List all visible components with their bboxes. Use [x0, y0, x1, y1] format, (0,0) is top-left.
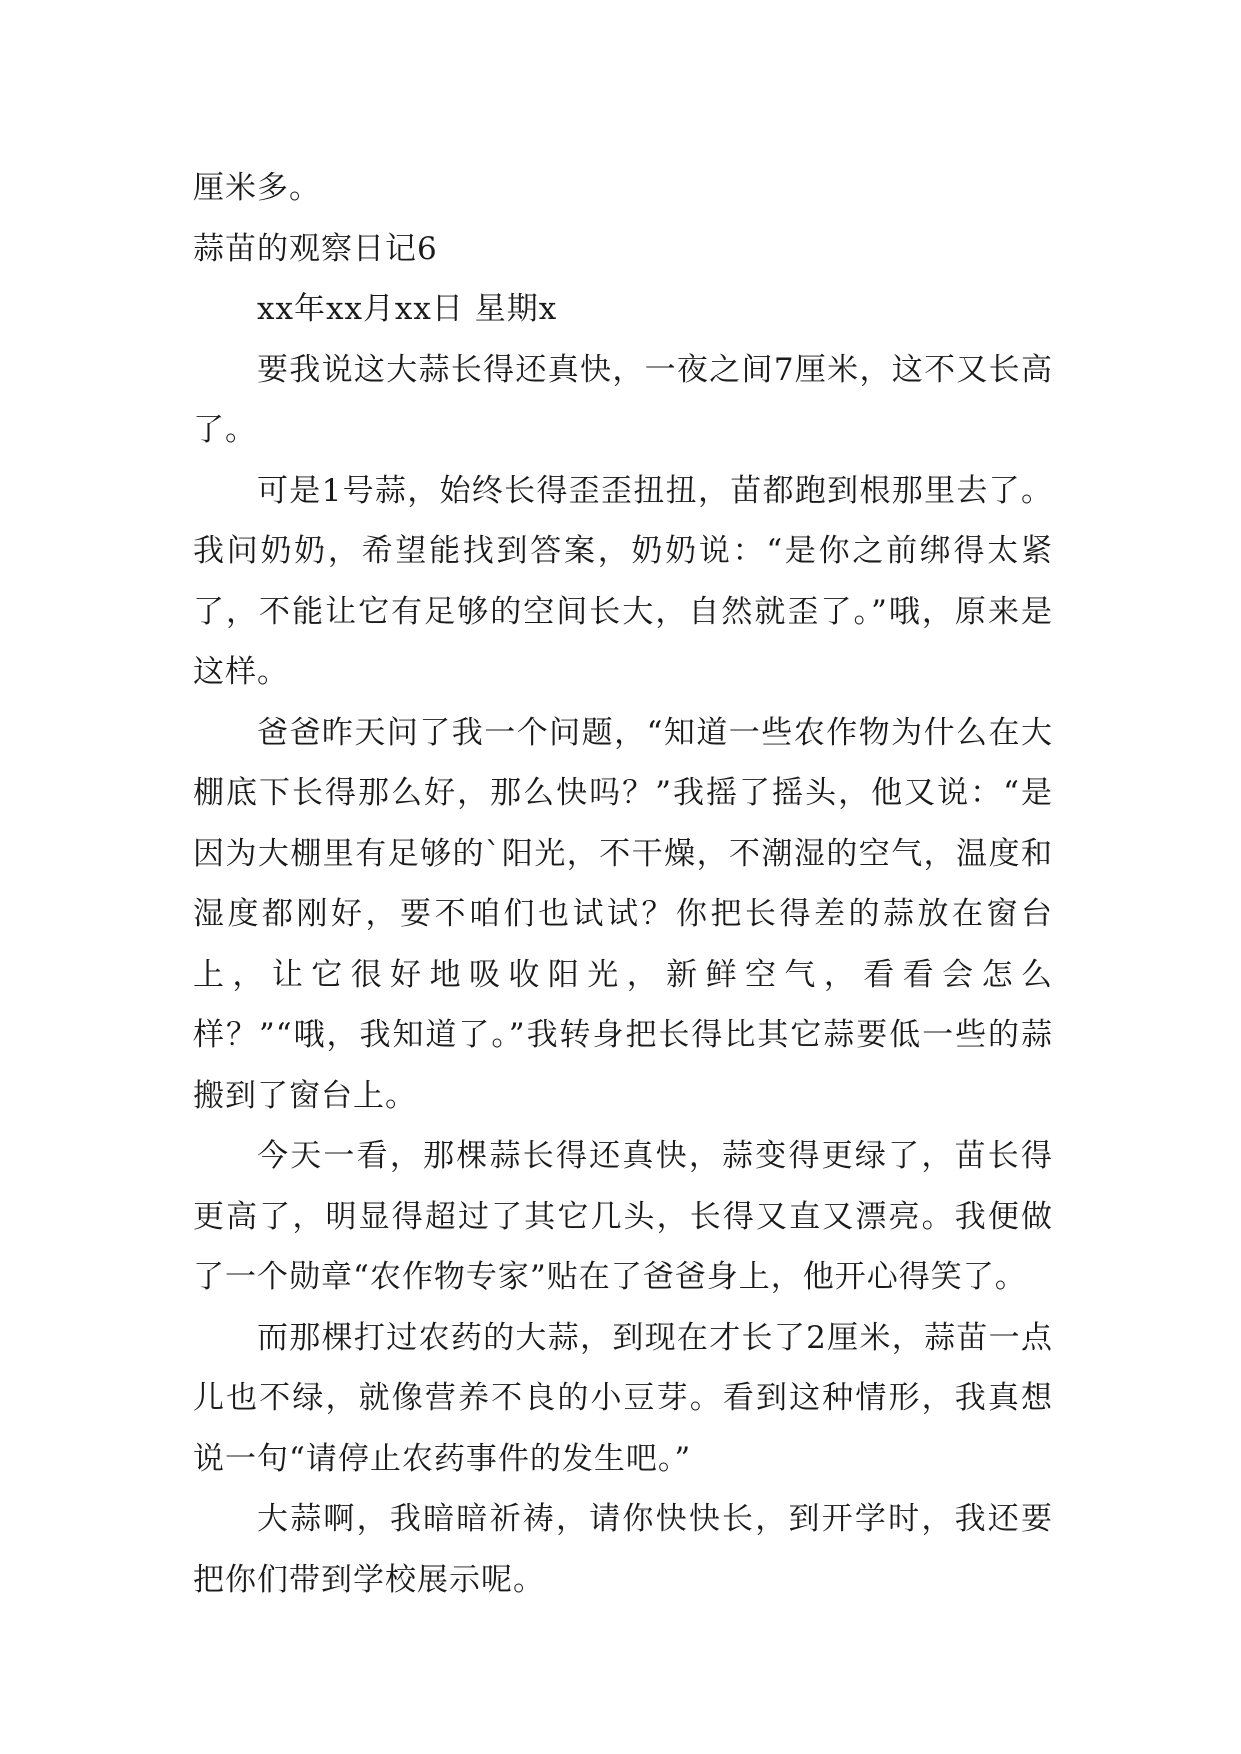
paragraph-4: 今天一看，那棵蒜长得还真快，蒜变得更绿了，苗长得更高了，明显得超过了其它几头，长得又直又漂亮。我便做了一个勋章“农作物专家”贴在了爸爸身上，他开心得笑了。 — [193, 1138, 1053, 1295]
document-body — [193, 158, 1053, 1610]
diary-date-line: xx年xx月xx日 星期x — [257, 291, 558, 327]
paragraph-1: 要我说这大蒜长得还真快，一夜之间7厘米，这不又长高了。 — [193, 351, 1053, 448]
diary-title: 蒜苗的观察日记6 — [193, 230, 438, 267]
previous-paragraph-tail: 厘米多。 — [193, 170, 321, 206]
paragraph-5: 而那棵打过农药的大蒜，到现在才长了2厘米，蒜苗一点儿也不绿，就像营养不良的小豆芽。看到这种情形，我真想说一句“请停止农药事件的发生吧。” — [193, 1319, 1053, 1477]
paragraph-2: 可是1号蒜，始终长得歪歪扭扭，苗都跑到根那里去了。我问奶奶，希望能找到答案，奶奶说：“是你之前绑得太紧了，不能让它有足够的空间长大，自然就歪了。”哦，原来是这样。 — [193, 472, 1053, 690]
paragraph-6: 大蒜啊，我暗暗祈祷，请你快快长，到开学时，我还要把你们带到学校展示呢。 — [193, 1501, 1053, 1598]
paragraph-3: 爸爸昨天问了我一个问题，“知道一些农作物为什么在大棚底下长得那么好，那么快吗？”我摇了摇头，他又说：“是因为大棚里有足够的`阳光，不干燥，不潮湿的空气，温度和湿度都刚好，要不咱们也试试？你把长得差的蒜放在窗台上，让它很好地吸收阳光，新鲜空气，看看会怎么样？”“哦，我知道了。”我转身把长得比其它蒜要低一些的蒜搬到了窗台上。 — [193, 714, 1053, 1114]
